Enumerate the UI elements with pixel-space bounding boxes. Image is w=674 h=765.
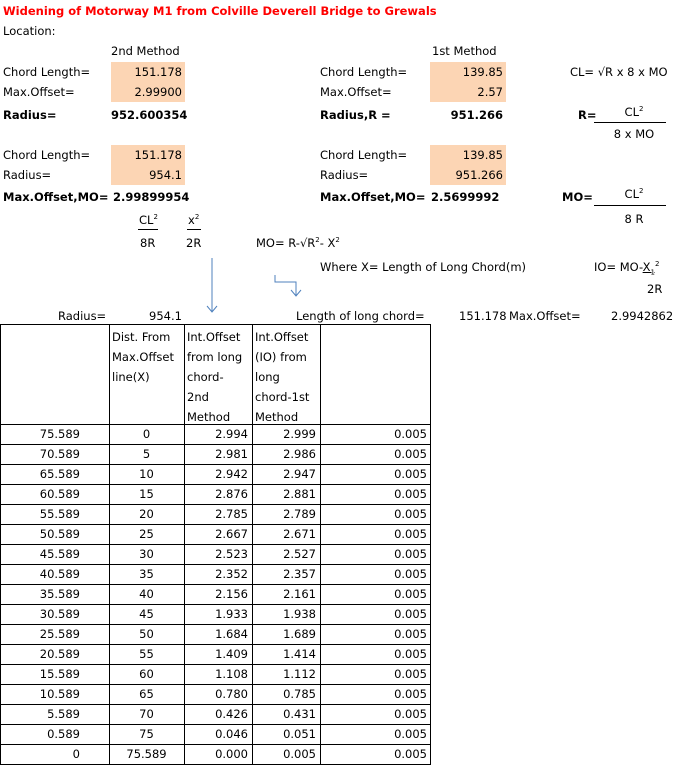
table-row: [0, 564, 431, 584]
summary-radius-label: Radius=: [58, 309, 107, 323]
cell-chainage[interactable]: 40.589: [39, 567, 80, 581]
table-row: [0, 424, 431, 444]
location-label: Location:: [3, 24, 56, 38]
cell-chainage[interactable]: 15.589: [39, 667, 80, 681]
cell-difference[interactable]: 0.005: [394, 467, 427, 481]
cell-distance[interactable]: 60: [139, 667, 154, 681]
formula-r-lhs: R=: [578, 108, 597, 122]
formula-r-den: 8 x MO: [613, 127, 655, 141]
table-row: [0, 604, 431, 624]
cell-difference[interactable]: 0.005: [394, 587, 427, 601]
cell-distance[interactable]: 10: [139, 467, 154, 481]
cell-difference[interactable]: 0.005: [394, 507, 427, 521]
cell-difference[interactable]: 0.005: [394, 447, 427, 461]
cell-distance[interactable]: 25: [139, 527, 154, 541]
cell-difference[interactable]: 0.005: [394, 707, 427, 721]
cell-chainage[interactable]: 0: [72, 747, 80, 761]
cell-int-offset-1st[interactable]: 1.938: [283, 607, 316, 621]
cell-difference[interactable]: 0.005: [394, 667, 427, 681]
formula-r-bar: [594, 122, 666, 123]
cell-int-offset-1st[interactable]: 1.112: [283, 667, 316, 681]
cell-chainage[interactable]: 35.589: [39, 587, 80, 601]
table-row: [0, 464, 431, 484]
cell-int-offset-1st[interactable]: 0.431: [283, 707, 316, 721]
summary-maxoffset-label: Max.Offset=: [509, 309, 581, 323]
formula-io: $IO= MO-X_1^2$: [594, 260, 660, 277]
method2-mo-label: Max.Offset,MO=: [3, 190, 109, 204]
formula-frac2-num: $x^2$: [188, 213, 200, 227]
cell-distance[interactable]: 55: [139, 647, 154, 661]
cell-distance[interactable]: 40: [139, 587, 154, 601]
formula-io-den: 2R: [647, 282, 663, 296]
cell-int-offset-2nd[interactable]: 2.876: [215, 487, 248, 501]
method1-chord-label: Chord Length=: [320, 65, 408, 79]
table-row: [0, 624, 431, 644]
table-row: [0, 584, 431, 604]
table-rule: [0, 324, 431, 325]
cell-chainage[interactable]: 20.589: [39, 647, 80, 661]
cell-int-offset-2nd[interactable]: 0.000: [215, 747, 248, 761]
method1-chord2-value[interactable]: 139.85: [462, 148, 503, 162]
cell-chainage[interactable]: 55.589: [39, 507, 80, 521]
cell-distance[interactable]: 50: [139, 627, 154, 641]
table-row: [0, 724, 431, 744]
method2-chord2-label: Chord Length=: [3, 148, 91, 162]
method2-chord-label: Chord Length=: [3, 65, 91, 79]
formula-where-note: Where X= Length of Long Chord(m): [320, 260, 527, 274]
table-row: [0, 684, 431, 704]
cell-int-offset-1st[interactable]: 1.414: [283, 647, 316, 661]
summary-long-chord-label: Length of long chord=: [296, 309, 425, 323]
cell-int-offset-1st[interactable]: 2.986: [283, 447, 316, 461]
cell-difference[interactable]: 0.005: [394, 727, 427, 741]
cell-difference[interactable]: 0.005: [394, 487, 427, 501]
cell-int-offset-1st[interactable]: 1.689: [283, 627, 316, 641]
cell-int-offset-1st[interactable]: 0.005: [283, 747, 316, 761]
cell-chainage[interactable]: 50.589: [39, 527, 80, 541]
cell-chainage[interactable]: 45.589: [39, 547, 80, 561]
formula-frac1-num: $CL^2$: [139, 213, 158, 227]
cell-chainage[interactable]: 60.589: [39, 487, 80, 501]
cell-distance[interactable]: 15: [139, 487, 154, 501]
cell-distance[interactable]: 70: [139, 707, 154, 721]
method2-radius2-value[interactable]: 954.1: [149, 168, 182, 182]
summary-radius-value: 954.1: [149, 309, 182, 323]
formula-cl: CL= √R x 8 x MO: [570, 65, 668, 79]
table-row: [0, 484, 431, 504]
method2-chord2-value[interactable]: 151.178: [134, 148, 182, 162]
formula-frac2-bar: [187, 229, 201, 230]
elbow-arrow-icon: [274, 274, 304, 302]
formula-mo-den: 8 R: [624, 212, 644, 226]
cell-int-offset-1st[interactable]: 2.527: [283, 547, 316, 561]
cell-distance[interactable]: 20: [139, 507, 154, 521]
table-row: [0, 544, 431, 564]
cell-int-offset-1st[interactable]: 2.671: [283, 527, 316, 541]
cell-int-offset-1st[interactable]: 0.785: [283, 687, 316, 701]
cell-int-offset-2nd[interactable]: 2.156: [215, 587, 248, 601]
cell-int-offset-1st[interactable]: 2.999: [283, 427, 316, 441]
cell-int-offset-2nd[interactable]: 1.108: [215, 667, 248, 681]
formula-mo-bar: [594, 205, 666, 206]
method2-maxoffset-value[interactable]: 2.99900: [134, 85, 182, 99]
method1-chord-value[interactable]: 139.85: [462, 65, 503, 79]
cell-difference[interactable]: 0.005: [394, 527, 427, 541]
table-row: [0, 704, 431, 724]
cell-chainage[interactable]: 10.589: [39, 687, 80, 701]
header-int-offset-2nd: Int.Offset from long chord- 2nd Method: [187, 330, 243, 424]
method1-radius-value: 951.266: [450, 108, 503, 122]
method1-chord2-label: Chord Length=: [320, 148, 408, 162]
method1-maxoffset-label: Max.Offset=: [320, 85, 392, 99]
cell-difference[interactable]: 0.005: [394, 427, 427, 441]
offset-table: [0, 324, 431, 764]
formula-mo-expression: $MO= R-√R^2-$ $X^2$: [256, 236, 340, 250]
table-row: [0, 744, 431, 764]
formula-frac2-den: 2R: [186, 236, 202, 250]
table-row: [0, 644, 431, 664]
cell-distance[interactable]: 75: [139, 727, 154, 741]
cell-int-offset-2nd[interactable]: 2.352: [215, 567, 248, 581]
table-row: [0, 524, 431, 544]
cell-distance[interactable]: 5: [142, 447, 151, 461]
formula-frac1-den: 8R: [140, 236, 156, 250]
cell-int-offset-2nd[interactable]: 2.667: [215, 527, 248, 541]
formula-r-num: $CL^2$: [624, 105, 644, 119]
cell-int-offset-1st[interactable]: 2.789: [283, 507, 316, 521]
cell-difference[interactable]: 0.005: [394, 747, 427, 761]
cell-int-offset-2nd[interactable]: 0.426: [215, 707, 248, 721]
summary-maxoffset-value: 2.9942862: [611, 309, 674, 323]
header-dist: Dist. From Max.Offset line(X): [112, 330, 174, 384]
cell-difference[interactable]: 0.005: [394, 687, 427, 701]
method2-radius2-label: Radius=: [3, 168, 52, 182]
cell-int-offset-1st[interactable]: 2.161: [283, 587, 316, 601]
cell-distance[interactable]: 75.589: [126, 747, 167, 761]
cell-distance[interactable]: 45: [139, 607, 154, 621]
formula-mo-lhs: MO=: [562, 190, 593, 204]
cell-int-offset-1st[interactable]: 2.947: [283, 467, 316, 481]
cell-int-offset-2nd[interactable]: 2.523: [215, 547, 248, 561]
cell-difference[interactable]: 0.005: [394, 607, 427, 621]
formula-frac1-bar: [138, 229, 158, 230]
cell-int-offset-1st[interactable]: 0.051: [283, 727, 316, 741]
sheet-title: Widening of Motorway M1 from Colville Deverell Bridge to Grewals: [3, 4, 437, 18]
cell-distance[interactable]: 30: [139, 547, 154, 561]
method1-radius2-label: Radius=: [320, 168, 369, 182]
cell-int-offset-2nd[interactable]: 2.785: [215, 507, 248, 521]
cell-difference[interactable]: 0.005: [394, 567, 427, 581]
table-row: [0, 504, 431, 524]
method1-maxoffset-value[interactable]: 2.57: [477, 85, 503, 99]
method2-radius-value: 952.600354: [111, 108, 188, 122]
method2-heading: 2nd Method: [111, 44, 180, 58]
cell-chainage[interactable]: 65.589: [39, 467, 80, 481]
cell-int-offset-1st[interactable]: 2.881: [283, 487, 316, 501]
cell-int-offset-2nd[interactable]: 1.409: [215, 647, 248, 661]
cell-int-offset-2nd[interactable]: 0.046: [215, 727, 248, 741]
cell-int-offset-2nd[interactable]: 1.933: [215, 607, 248, 621]
down-arrow-icon: [200, 258, 224, 318]
formula-mo-num: $CL^2$: [624, 187, 644, 201]
cell-chainage[interactable]: 75.589: [39, 427, 80, 441]
table-row: [0, 664, 431, 684]
cell-int-offset-2nd[interactable]: 2.994: [215, 427, 248, 441]
method2-chord-value[interactable]: 151.178: [134, 65, 182, 79]
cell-chainage[interactable]: 0.589: [47, 727, 80, 741]
cell-chainage[interactable]: 25.589: [39, 627, 80, 641]
summary-long-chord-value: 151.178: [459, 309, 507, 323]
method1-mo-label: Max.Offset,MO=: [320, 190, 426, 204]
cell-chainage[interactable]: 30.589: [39, 607, 80, 621]
cell-distance[interactable]: 65: [139, 687, 154, 701]
cell-distance[interactable]: 0: [142, 427, 151, 441]
cell-difference[interactable]: 0.005: [394, 547, 427, 561]
method1-heading: 1st Method: [432, 44, 497, 58]
cell-difference[interactable]: 0.005: [394, 647, 427, 661]
cell-int-offset-2nd[interactable]: 2.981: [215, 447, 248, 461]
method1-radius2-value[interactable]: 951.266: [455, 168, 503, 182]
method1-mo-value: 2.5699992: [431, 190, 500, 204]
table-row: [0, 444, 431, 464]
cell-distance[interactable]: 35: [139, 567, 154, 581]
method2-mo-value: 2.99899954: [113, 190, 190, 204]
cell-chainage[interactable]: 70.589: [39, 447, 80, 461]
method2-radius-label: Radius=: [3, 108, 57, 122]
method1-radius-label: Radius,R =: [320, 108, 391, 122]
cell-chainage[interactable]: 5.589: [47, 707, 80, 721]
cell-int-offset-2nd[interactable]: 1.684: [215, 627, 248, 641]
cell-int-offset-1st[interactable]: 2.357: [283, 567, 316, 581]
method2-maxoffset-label: Max.Offset=: [3, 85, 75, 99]
cell-int-offset-2nd[interactable]: 2.942: [215, 467, 248, 481]
cell-difference[interactable]: 0.005: [394, 627, 427, 641]
cell-int-offset-2nd[interactable]: 0.780: [215, 687, 248, 701]
header-int-offset-1st: Int.Offset (IO) from long chord-1st Method: [255, 330, 310, 424]
